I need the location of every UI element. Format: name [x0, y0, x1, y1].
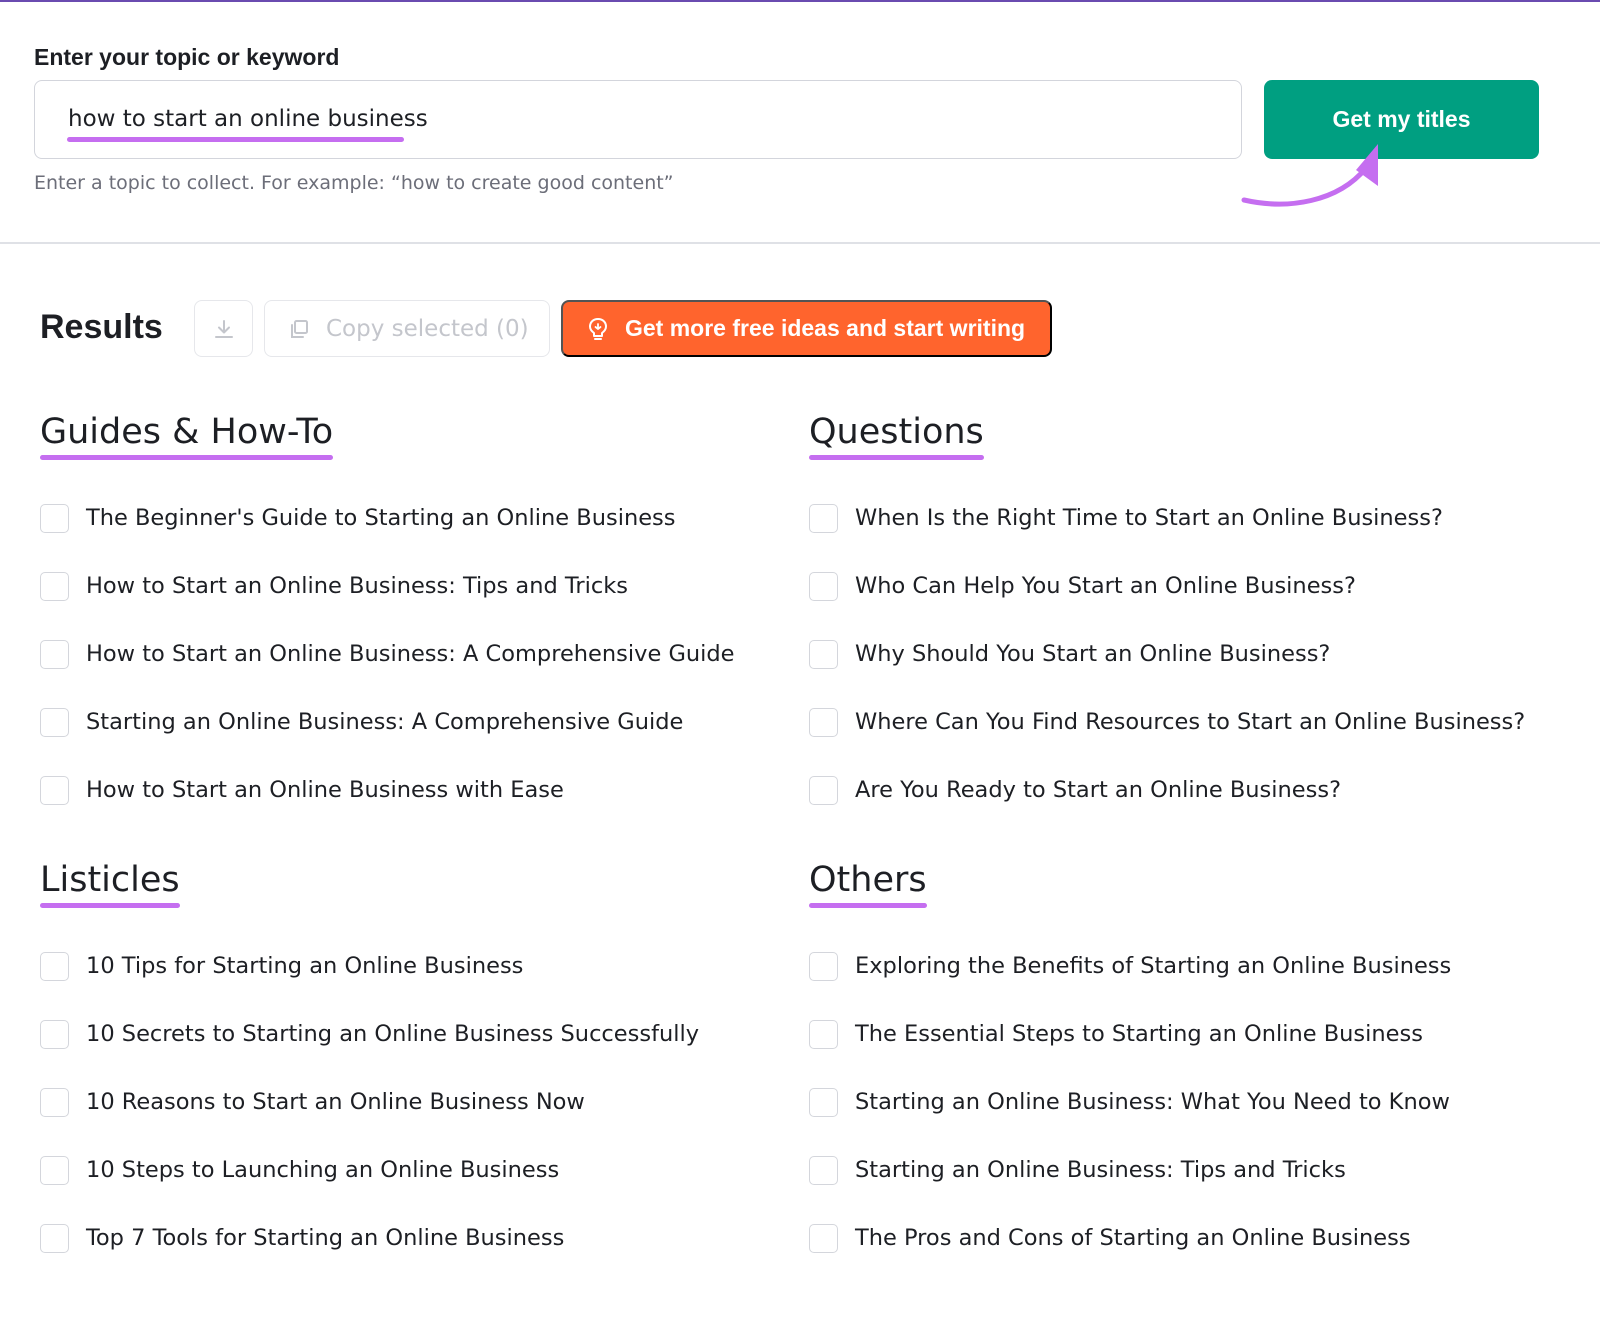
title-checkbox[interactable] [809, 1020, 838, 1049]
title-item[interactable] [40, 1000, 780, 1068]
title-label: The Beginner's Guide to Starting an Online Business [86, 505, 676, 531]
section-title-questions [809, 412, 984, 452]
title-checkbox[interactable] [40, 572, 69, 601]
title-checkbox[interactable] [40, 1156, 69, 1185]
title-checkbox[interactable] [40, 952, 69, 981]
title-label: Who Can Help You Start an Online Business? [855, 573, 1356, 599]
topic-input-value: how to start an online business [68, 106, 428, 132]
get-more-ideas-button[interactable] [561, 300, 1052, 357]
title-label: 10 Steps to Launching an Online Business [86, 1157, 560, 1183]
curved-arrow-icon [1238, 140, 1398, 215]
title-checkbox[interactable] [40, 640, 69, 669]
title-item[interactable] [809, 1068, 1549, 1136]
section-title-questions-text: Questions [809, 412, 984, 452]
title-checkbox[interactable] [809, 952, 838, 981]
title-label: 10 Secrets to Starting an Online Business Successfully [86, 1021, 700, 1047]
title-list-others [809, 932, 1549, 1272]
title-item[interactable] [40, 484, 780, 552]
title-label: Why Should You Start an Online Business? [855, 641, 1331, 667]
results-title: Results [40, 308, 163, 346]
title-label: Are You Ready to Start an Online Business? [855, 777, 1342, 803]
title-item[interactable] [809, 1204, 1549, 1272]
title-item[interactable] [809, 484, 1549, 552]
top-accent-bar [0, 0, 1600, 2]
section-title-listicles [40, 860, 180, 900]
section-others [809, 860, 1549, 1272]
title-label: Where Can You Find Resources to Start an Online Business? [855, 709, 1526, 735]
title-item[interactable] [40, 1204, 780, 1272]
section-title-underline [809, 903, 927, 908]
topic-input[interactable] [34, 80, 1242, 159]
title-label: Starting an Online Business: What You Need to Know [855, 1089, 1450, 1115]
title-item[interactable] [809, 756, 1549, 824]
title-checkbox[interactable] [809, 1088, 838, 1117]
get-titles-button[interactable]: Get my titles [1264, 80, 1539, 159]
copy-selected-label: Copy selected (0) [326, 315, 529, 342]
title-checkbox[interactable] [809, 1156, 838, 1185]
title-checkbox[interactable] [40, 708, 69, 737]
title-list-questions [809, 484, 1549, 824]
title-checkbox[interactable] [40, 1020, 69, 1049]
section-title-listicles-text: Listicles [40, 860, 180, 900]
section-listicles [40, 860, 780, 1272]
title-item[interactable] [809, 932, 1549, 1000]
title-label: When Is the Right Time to Start an Online Business? [855, 505, 1443, 531]
title-list-guides [40, 484, 780, 824]
title-list-listicles [40, 932, 780, 1272]
title-label: How to Start an Online Business: A Comprehensive Guide [86, 641, 735, 667]
title-label: The Essential Steps to Starting an Online Business [855, 1021, 1423, 1047]
section-title-underline [809, 455, 984, 460]
title-checkbox[interactable] [809, 1224, 838, 1253]
section-title-underline [40, 903, 180, 908]
title-label: The Pros and Cons of Starting an Online Business [855, 1225, 1411, 1251]
title-item[interactable] [40, 688, 780, 756]
section-title-guides-text: Guides & How-To [40, 412, 334, 452]
get-more-ideas-label: Get more free ideas and start writing [625, 315, 1026, 341]
title-checkbox[interactable] [40, 776, 69, 805]
topic-hint: Enter a topic to collect. For example: “how to create good content” [34, 172, 674, 194]
lightbulb-icon [587, 317, 609, 341]
copy-icon [288, 318, 310, 340]
download-icon [213, 318, 235, 340]
topic-value-highlight [67, 137, 404, 142]
section-title-guides [40, 412, 333, 452]
copy-selected-button[interactable] [264, 300, 550, 357]
title-item[interactable] [809, 620, 1549, 688]
title-label: How to Start an Online Business: Tips and Tricks [86, 573, 628, 599]
title-label: 10 Reasons to Start an Online Business Now [86, 1089, 585, 1115]
section-divider [0, 242, 1600, 244]
title-checkbox[interactable] [809, 504, 838, 533]
title-label: How to Start an Online Business with Ease [86, 777, 564, 803]
title-item[interactable] [809, 1000, 1549, 1068]
title-item[interactable] [40, 1068, 780, 1136]
title-checkbox[interactable] [809, 776, 838, 805]
title-item[interactable] [40, 756, 780, 824]
title-label: Top 7 Tools for Starting an Online Business [86, 1225, 565, 1251]
title-item[interactable] [40, 1136, 780, 1204]
title-label: Exploring the Benefits of Starting an Online Business [855, 953, 1452, 979]
title-item[interactable] [809, 688, 1549, 756]
section-title-others [809, 860, 927, 900]
topic-label: Enter your topic or keyword [34, 44, 340, 70]
section-guides [40, 412, 780, 824]
title-checkbox[interactable] [809, 572, 838, 601]
title-item[interactable] [40, 620, 780, 688]
section-title-others-text: Others [809, 860, 927, 900]
section-questions [809, 412, 1549, 824]
download-button[interactable] [194, 300, 253, 357]
title-checkbox[interactable] [40, 1224, 69, 1253]
title-item[interactable] [40, 932, 780, 1000]
section-title-underline [40, 455, 333, 460]
title-label: 10 Tips for Starting an Online Business [86, 953, 524, 979]
title-item[interactable] [809, 1136, 1549, 1204]
title-checkbox[interactable] [40, 504, 69, 533]
title-label: Starting an Online Business: A Comprehensive Guide [86, 709, 684, 735]
title-checkbox[interactable] [40, 1088, 69, 1117]
title-checkbox[interactable] [809, 640, 838, 669]
title-item[interactable] [809, 552, 1549, 620]
title-checkbox[interactable] [809, 708, 838, 737]
title-item[interactable] [40, 552, 780, 620]
title-label: Starting an Online Business: Tips and Tricks [855, 1157, 1346, 1183]
